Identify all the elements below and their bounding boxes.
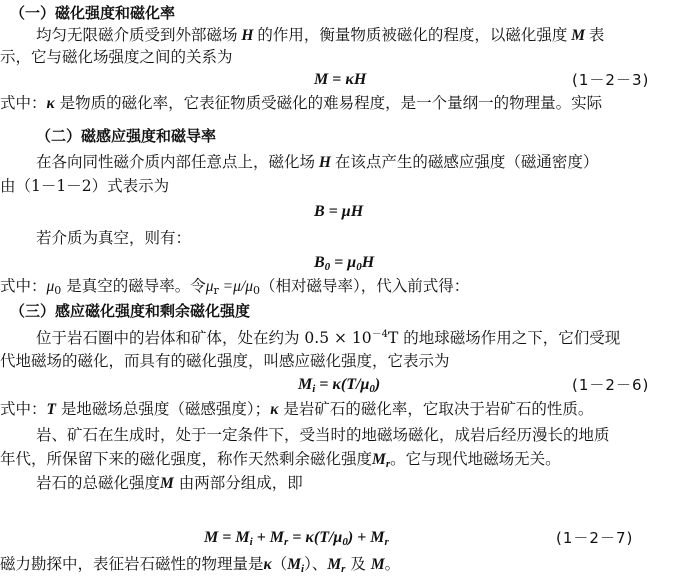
equation-1-2-6: $M_i = \kappa(T/\mu_0)$ [298, 376, 381, 395]
section-3-description: 式中：T 是地磁场总强度（磁感强度）；κ 是岩矿石的磁化率，它取决于岩矿石的性质。 [0, 400, 594, 418]
section-2-heading: （二）磁感应强度和磁导率 [36, 127, 217, 145]
section-1-description: 式中：κ 是物质的磁化率，它表征物质受磁化的难易程度，是一个量纲一的物理量。实际 [0, 94, 603, 112]
section-2-description: 式中：$\mu_0$ 是真空的磁导率。令$\mu_r =\mu/\mu_0$（相对磁导率），代入前式得： [0, 277, 470, 297]
section-1-heading: （一）磁化强度和磁化率 [10, 4, 176, 22]
equation-1-2-3: M = κH [314, 71, 367, 88]
section-1-paragraph-line-2: 示，它与磁化场强度之间的关系为 [0, 48, 233, 66]
section-1-paragraph-line-1: 均匀无限磁介质受到外部磁场 H 的作用，衡量物质被磁化的程度，以磁化强度 M 表 [36, 26, 605, 44]
section-3-remanent-line-2: 年代，所保留下来的磁化强度，称作天然剩余磁化强度$M_r$。它与现代地磁场无关。 [0, 450, 561, 470]
section-3-paragraph-line-2: 代地磁场的磁化，而具有的磁化强度，叫感应磁化强度，它表示为 [0, 352, 450, 370]
equation-number-1-2-7: (1－2－7) [556, 529, 634, 547]
section-3-total-magnetization-text: 岩石的总磁化强度M 由两部分组成，即 [36, 474, 303, 492]
section-3-final-text: 磁力勘探中，表征岩石磁性的物理量是$\kappa(M_i)$、$M_r$ 及 M。 [0, 555, 401, 575]
section-3-remanent-line-1: 岩、矿石在生成时，处于一定条件下，受当时的地磁场磁化，成岩后经历漫长的地质 [36, 426, 610, 444]
equation-number-1-2-3: (1－2－3) [572, 71, 650, 89]
section-3-paragraph-line-1: 位于岩石圈中的岩体和矿体，处在约为 $0.5 \times 10^{-4}T$ 的地球磁场作用之下，它们受现 [36, 329, 621, 347]
section-2-paragraph-line-2: 由（1－1－2）式表示为 [0, 177, 170, 195]
equation-B-mu-H: B = μH [314, 203, 364, 220]
equation-1-2-7: $M = M_i + M_r = \kappa(T/\mu_0) + M_r$ [204, 529, 389, 548]
section-2-paragraph-line-1: 在各向同性磁介质内部任意点上，磁化场 H 在该点产生的磁感应强度（磁通密度） [36, 153, 599, 171]
equation-B0-mu0-H: $B_0 = \mu_0H$ [314, 254, 375, 273]
equation-number-1-2-6: (1－2－6) [572, 376, 650, 394]
section-2-vacuum-text: 若介质为真空，则有： [36, 229, 192, 247]
section-3-heading: （三）感应磁化强度和剩余磁化强度 [10, 302, 251, 320]
